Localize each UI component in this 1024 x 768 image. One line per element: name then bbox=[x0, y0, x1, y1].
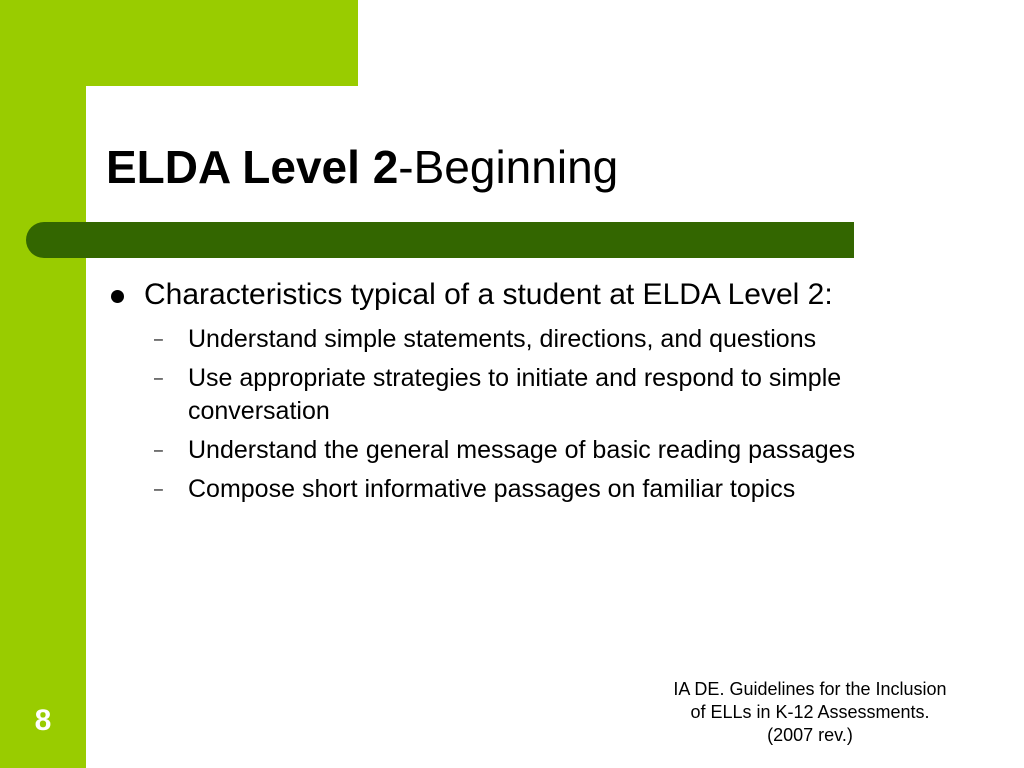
sub-bullet-text: Use appropriate strategies to initiate and respond to simple conversation bbox=[188, 364, 842, 425]
citation-line: (2007 rev.) bbox=[767, 725, 853, 745]
sub-bullet-3 bbox=[106, 434, 966, 467]
main-bullet-text: Characteristics typical of a student at ELDA Level 2: bbox=[144, 278, 833, 311]
sub-bullet-text: Compose short informative passages on familiar topics bbox=[188, 475, 796, 503]
citation-line: IA DE. Guidelines for the Inclusion bbox=[673, 679, 947, 699]
title-rest-part: -Beginning bbox=[398, 141, 619, 193]
sub-bullet-text: Understand the general message of basic reading passages bbox=[188, 436, 856, 464]
side-accent-band bbox=[0, 0, 86, 768]
dash-bullet-icon: – bbox=[154, 331, 163, 348]
title-divider-bar bbox=[26, 222, 854, 258]
slide-number: 8 bbox=[34, 704, 52, 737]
bullet-dot-icon bbox=[111, 290, 124, 303]
citation-note bbox=[644, 678, 976, 747]
dash-bullet-icon: – bbox=[154, 481, 163, 498]
slide-title bbox=[106, 140, 618, 194]
title-bold-part: ELDA Level 2 bbox=[106, 141, 399, 193]
dash-bullet-icon: – bbox=[154, 442, 163, 459]
slide-body bbox=[106, 270, 966, 506]
dash-bullet-icon: – bbox=[154, 370, 163, 387]
main-bullet bbox=[106, 273, 966, 317]
sub-bullet-text: Understand simple statements, directions, and questions bbox=[188, 325, 817, 353]
citation-line: of ELLs in K-12 Assessments. bbox=[690, 702, 930, 722]
sub-bullet-4 bbox=[106, 473, 966, 506]
sub-bullet-1 bbox=[106, 323, 966, 356]
sub-bullet-2 bbox=[106, 362, 966, 428]
